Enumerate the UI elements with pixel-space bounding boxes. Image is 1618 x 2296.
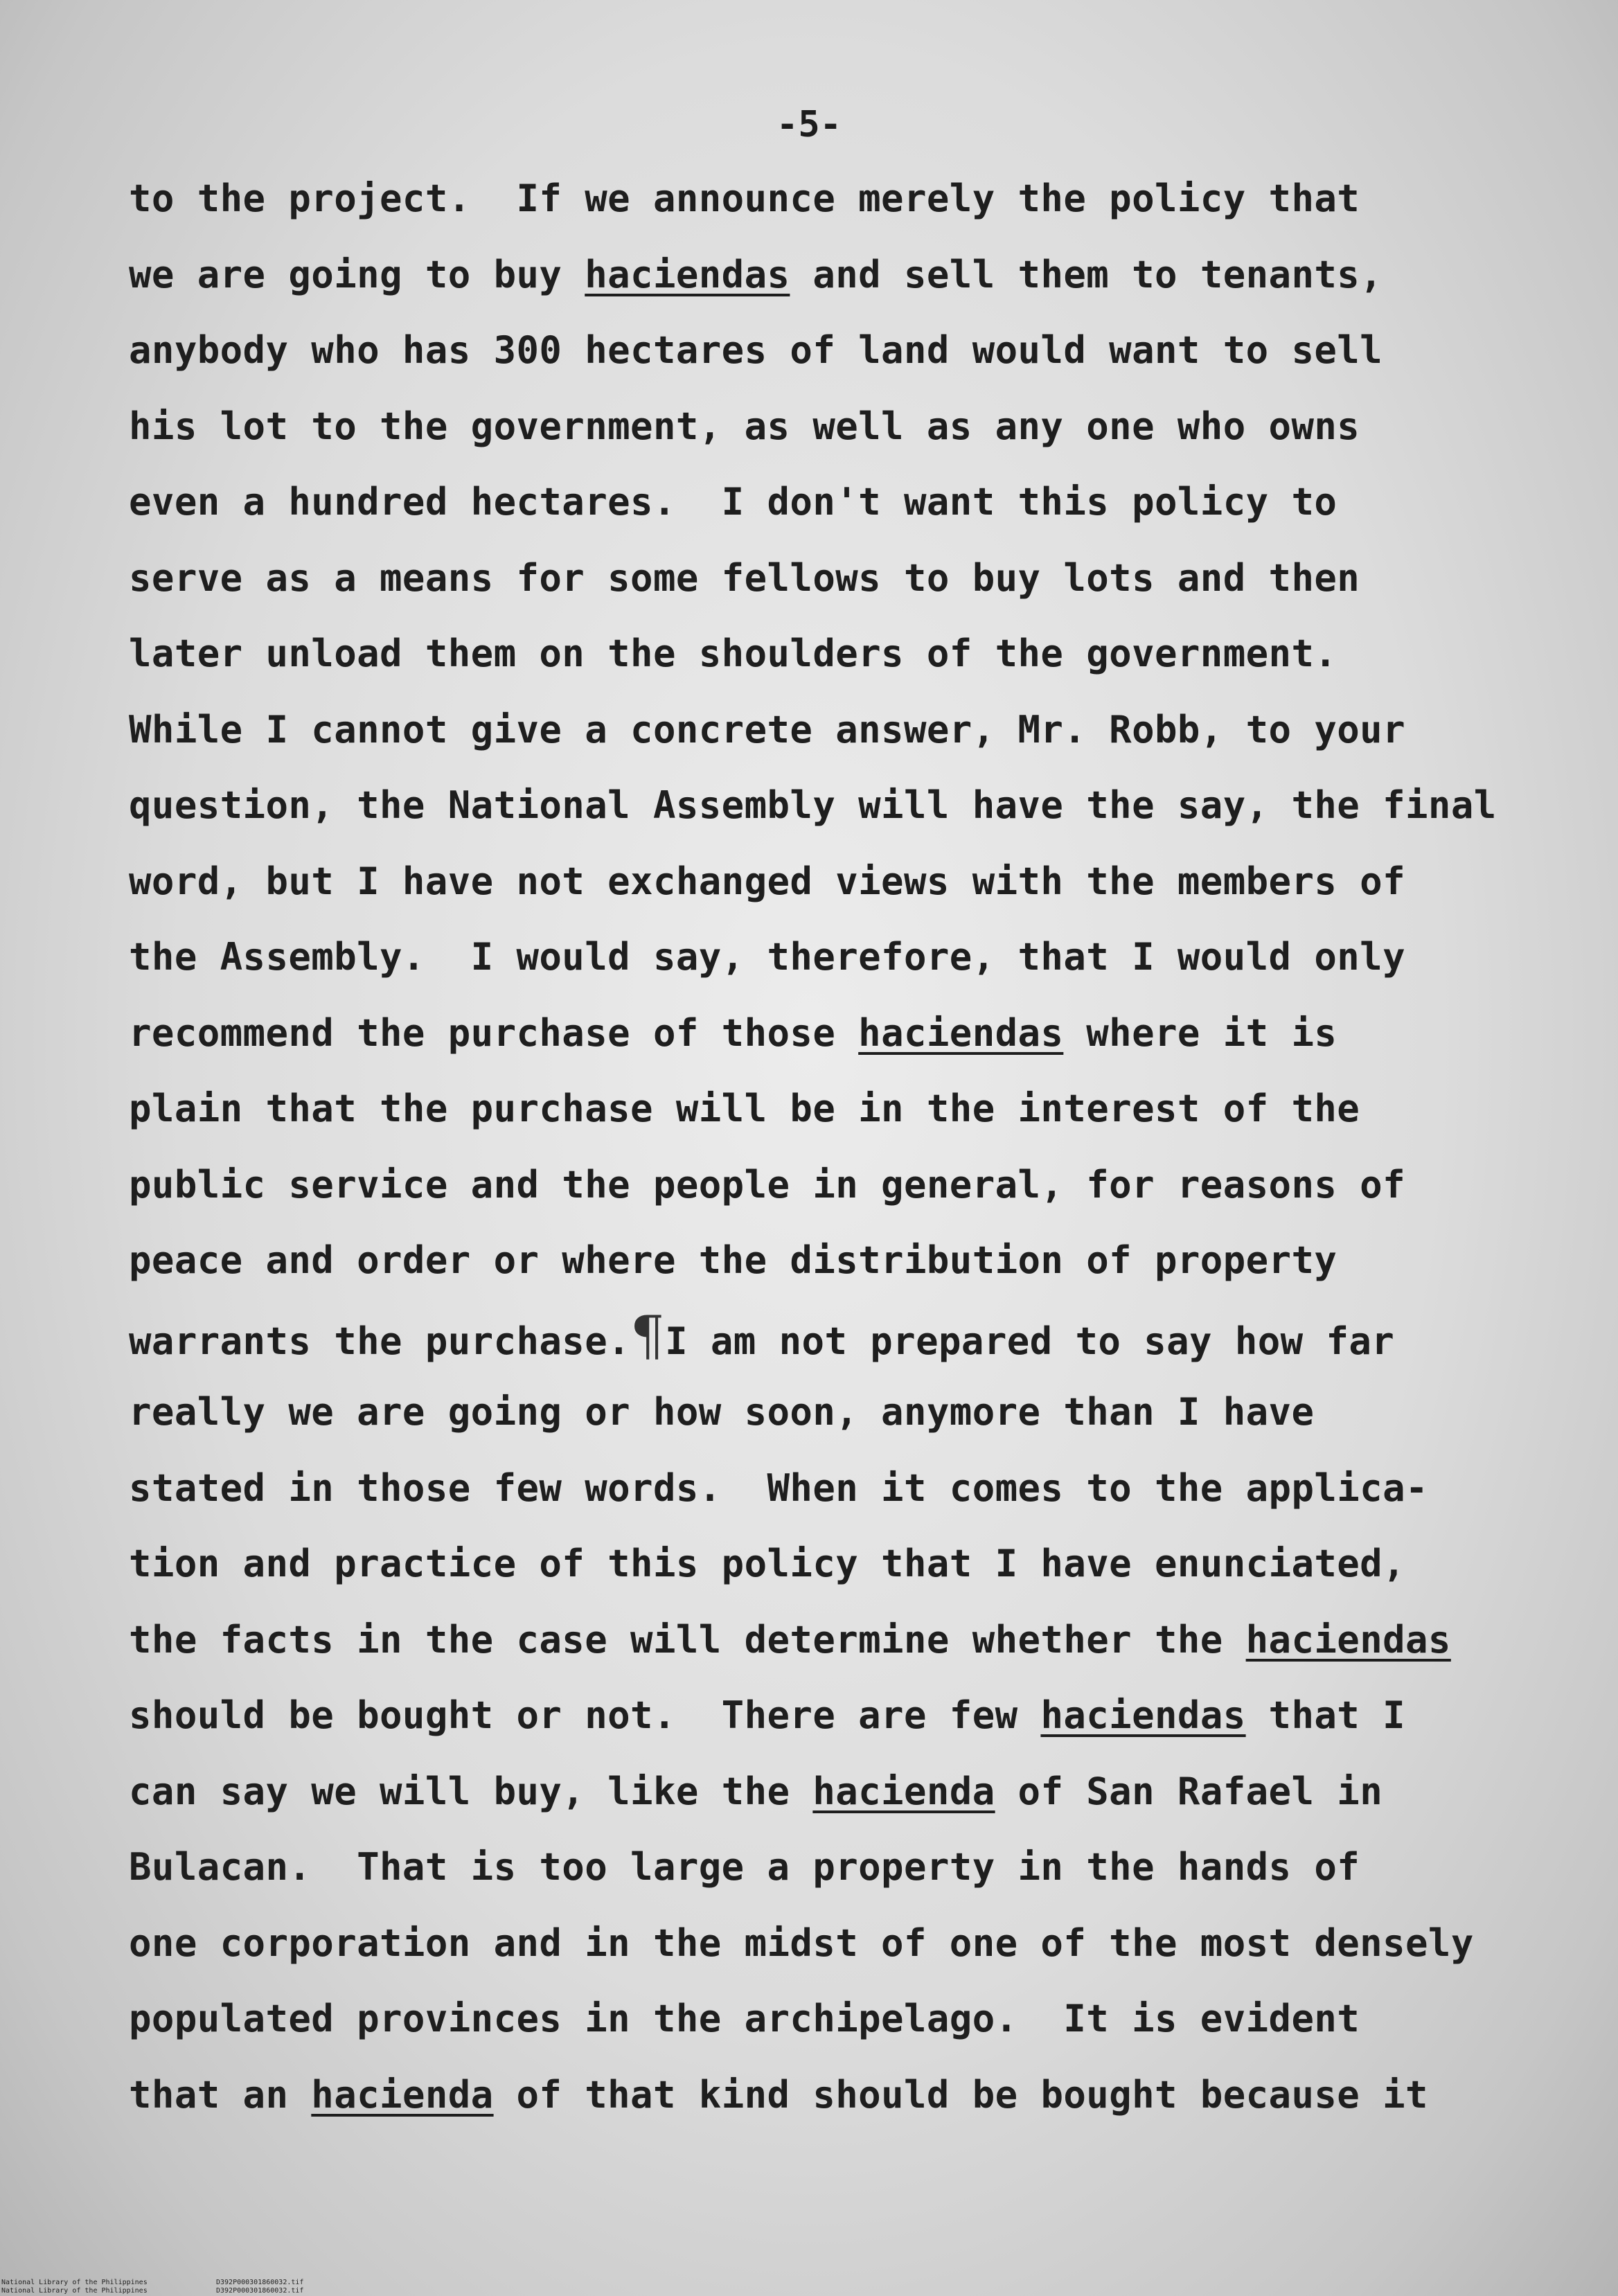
text-segment: the Assembly. I would say, therefore, that I would only [129, 935, 1406, 979]
text-segment: peace and order or where the distribution of property [129, 1238, 1337, 1282]
text-line [129, 1754, 1549, 1830]
body-text [129, 161, 1549, 2133]
footer-line [1, 2287, 303, 2295]
text-segment: warrants the purchase. [129, 1319, 631, 1363]
text-segment: that an [129, 2072, 312, 2117]
text-line [129, 1677, 1549, 1754]
text-line [129, 844, 1549, 920]
text-segment: I am not prepared to say how far [665, 1319, 1395, 1363]
text-segment: stated in those few words. When it comes to the applica- [129, 1466, 1428, 1510]
text-segment: While I cannot give a concrete answer, Mr. Robb, to your [129, 707, 1406, 751]
text-segment: that I [1245, 1693, 1406, 1737]
text-line [129, 1450, 1549, 1527]
text-line [129, 1829, 1549, 1905]
underlined-word: hacienda [812, 1769, 995, 1813]
text-line [129, 1602, 1549, 1678]
text-segment: the facts in the case will determine whether the [129, 1617, 1246, 1662]
text-line [129, 1071, 1549, 1147]
text-line [129, 161, 1549, 237]
text-segment: can say we will buy, like the [129, 1769, 813, 1813]
text-line [129, 237, 1549, 313]
text-segment: Bulacan. That is too large a property in the hands of [129, 1845, 1360, 1889]
text-line [129, 389, 1549, 465]
text-segment: to the project. If we announce merely the policy that [129, 177, 1360, 220]
text-line [129, 1222, 1549, 1299]
text-line [129, 312, 1549, 389]
text-line [129, 464, 1549, 540]
text-segment: tion and practice of this policy that I have enunciated, [129, 1542, 1406, 1585]
text-line [129, 540, 1549, 616]
text-segment: where it is [1063, 1011, 1337, 1055]
footer-filename: D392P000301860032.tif [216, 2287, 304, 2295]
text-segment: serve as a means for some fellows to buy lots and then [129, 555, 1360, 600]
text-segment: one corporation and in the midst of one of the most densely [129, 1921, 1474, 1965]
text-segment: public service and the people in general, for reasons of [129, 1162, 1406, 1207]
text-segment: should be bought or not. There are few [129, 1693, 1041, 1737]
text-line [129, 692, 1549, 768]
footer-line [1, 2279, 303, 2287]
underlined-word: haciendas [585, 252, 790, 296]
text-segment: populated provinces in the archipelago. It is evident [129, 1997, 1360, 2040]
text-line [129, 616, 1549, 692]
text-line [129, 1299, 1549, 1375]
text-segment: recommend the purchase of those [129, 1011, 859, 1055]
footer-library: National Library of the Philippines [1, 2279, 148, 2286]
text-line [129, 1526, 1549, 1602]
text-segment: word, but I have not exchanged views with the members of [129, 859, 1406, 903]
text-segment: anybody who has 300 hectares of land would want to sell [129, 328, 1383, 372]
underlined-word: hacienda [311, 2072, 494, 2117]
text-segment: of that kind should be bought because it [493, 2072, 1428, 2117]
underlined-word: haciendas [1245, 1617, 1451, 1662]
text-segment: question, the National Assembly will have the say, the final [129, 783, 1497, 827]
text-segment: really we are going or how soon, anymore than I have [129, 1390, 1315, 1434]
text-line [129, 919, 1549, 995]
text-line [129, 2057, 1549, 2133]
footer-library: National Library of the Philippines [1, 2287, 148, 2295]
text-segment: of San Rafael in [995, 1769, 1383, 1813]
underlined-word: haciendas [1040, 1693, 1246, 1737]
paragraph-mark: ¶ [630, 1304, 666, 1367]
underlined-word: haciendas [858, 1011, 1064, 1055]
text-segment: later unload them on the shoulders of the government. [129, 632, 1337, 675]
text-line [129, 767, 1549, 844]
footer-filename: D392P000301860032.tif [216, 2279, 304, 2286]
text-line [129, 995, 1549, 1071]
text-segment: his lot to the government, as well as any one who owns [129, 404, 1360, 448]
text-line [129, 1981, 1549, 2057]
scan-footer [1, 2279, 303, 2295]
text-line [129, 1905, 1549, 1982]
text-line [129, 1147, 1549, 1223]
text-segment: plain that the purchase will be in the interest of the [129, 1087, 1360, 1130]
page-number: -5- [776, 104, 842, 145]
text-segment: and sell them to tenants, [790, 252, 1383, 296]
text-segment: we are going to buy [129, 252, 585, 296]
text-segment: even a hundred hectares. I don't want this policy to [129, 480, 1337, 524]
text-line [129, 1374, 1549, 1450]
